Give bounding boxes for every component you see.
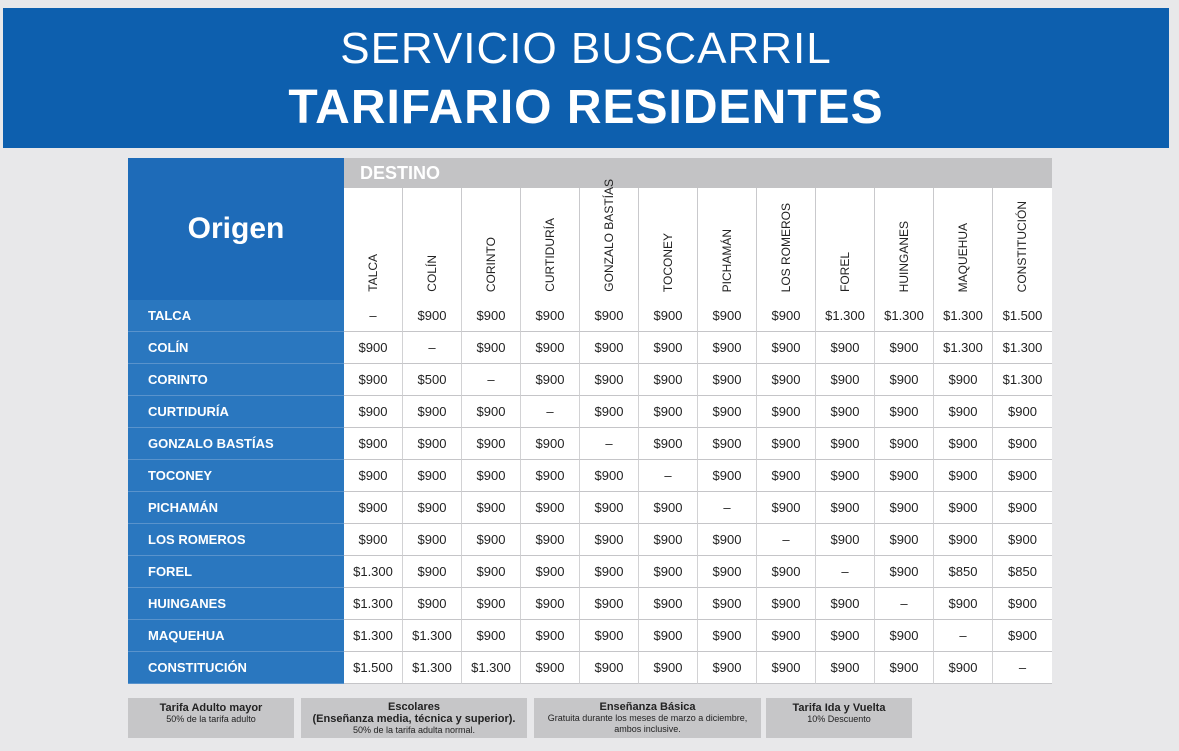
fare-cell: $900 <box>403 460 462 492</box>
fare-cell: $900 <box>875 524 934 556</box>
fare-cell: $900 <box>639 364 698 396</box>
fare-cell: $900 <box>580 396 639 428</box>
fare-cell: $900 <box>757 396 816 428</box>
fare-cell: $900 <box>521 300 580 332</box>
fare-cell: $900 <box>580 524 639 556</box>
fare-cell: $900 <box>934 460 993 492</box>
fare-cell: $900 <box>993 428 1052 460</box>
fare-cell: $900 <box>934 364 993 396</box>
fare-cell: $900 <box>993 588 1052 620</box>
column-header <box>403 188 462 300</box>
legend-subtitle: Gratuita durante los meses de marzo a diciembre, ambos inclusive. <box>547 713 748 734</box>
fare-cell: $900 <box>698 652 757 684</box>
fare-cell: $900 <box>816 364 875 396</box>
fare-cell: $900 <box>934 492 993 524</box>
column-header <box>698 188 757 300</box>
origin-label: PICHAMÁN <box>128 492 344 524</box>
legend-subtitle: 50% de la tarifa adulta normal. <box>352 725 476 735</box>
fare-cell: – <box>639 460 698 492</box>
title-line-2: TARIFARIO RESIDENTES <box>288 81 884 134</box>
fare-cell: $1.300 <box>934 300 993 332</box>
fare-cell: $900 <box>757 652 816 684</box>
fare-cell: $900 <box>757 332 816 364</box>
fare-cell: $900 <box>521 460 580 492</box>
fare-cell: $900 <box>462 428 521 460</box>
column-header <box>521 188 580 300</box>
fare-cell: $900 <box>403 428 462 460</box>
column-header-label: CONSTITUCIÓN <box>1015 200 1029 292</box>
fare-cell: $900 <box>816 492 875 524</box>
fare-cell: $900 <box>816 524 875 556</box>
legend-box-adulto-mayor <box>128 698 294 738</box>
fare-cell: $1.300 <box>344 556 403 588</box>
legend-subtitle: 50% de la tarifa adulto <box>166 714 256 724</box>
fare-cell: $900 <box>816 620 875 652</box>
fare-cell: $900 <box>698 588 757 620</box>
origin-label: MAQUEHUA <box>128 620 344 652</box>
fare-cell: $900 <box>521 428 580 460</box>
legend-box-ida-vuelta <box>766 698 912 738</box>
fare-cell: – <box>698 492 757 524</box>
column-header-label: CURTIDURÍA <box>542 218 557 292</box>
table-row <box>128 332 1052 364</box>
fare-cell: $900 <box>698 620 757 652</box>
column-header <box>934 188 993 300</box>
fare-cell: $900 <box>462 524 521 556</box>
fare-cell: $900 <box>757 588 816 620</box>
fare-cell: $900 <box>757 556 816 588</box>
fare-cell: $900 <box>934 396 993 428</box>
legend-title: Tarifa Adulto mayor <box>159 702 263 714</box>
fare-cell: $900 <box>580 300 639 332</box>
fare-cell: $900 <box>993 396 1052 428</box>
fare-cell: $900 <box>934 524 993 556</box>
fare-cell: $900 <box>403 300 462 332</box>
fare-cell: – <box>580 428 639 460</box>
fare-cell: $900 <box>639 300 698 332</box>
fare-cell: $900 <box>521 588 580 620</box>
column-header-label: FOREL <box>837 251 852 292</box>
column-header <box>993 188 1052 300</box>
fare-cell: $900 <box>816 396 875 428</box>
legend-title: Tarifa Ida y Vuelta <box>792 702 886 714</box>
origin-label: TALCA <box>128 300 344 332</box>
fare-cell: $900 <box>757 620 816 652</box>
table-row <box>128 460 1052 492</box>
fare-cell: $900 <box>639 652 698 684</box>
fare-cell: $900 <box>462 556 521 588</box>
fare-cell: $900 <box>580 588 639 620</box>
fare-cell: – <box>757 524 816 556</box>
origin-label: CONSTITUCIÓN <box>128 652 344 684</box>
fare-cell: $900 <box>698 460 757 492</box>
fare-cell: $900 <box>403 556 462 588</box>
fare-cell: $850 <box>993 556 1052 588</box>
fare-cell: $900 <box>462 620 521 652</box>
table-row <box>128 556 1052 588</box>
fare-cell: – <box>403 332 462 364</box>
fare-cell: $1.300 <box>462 652 521 684</box>
fare-cell: $900 <box>698 300 757 332</box>
fare-cell: $500 <box>403 364 462 396</box>
fare-cell: $900 <box>403 492 462 524</box>
column-header-label: GONZALO BASTÍAS <box>601 179 616 292</box>
fare-cell: $900 <box>757 460 816 492</box>
fare-cell: $900 <box>875 428 934 460</box>
fare-cell: $1.300 <box>403 652 462 684</box>
fare-cell: $900 <box>639 556 698 588</box>
fare-cell: $900 <box>521 556 580 588</box>
fare-cell: $900 <box>875 460 934 492</box>
table-row <box>128 364 1052 396</box>
fare-cell: $850 <box>934 556 993 588</box>
origin-label: HUINGANES <box>128 588 344 620</box>
fare-cell: $900 <box>993 460 1052 492</box>
fare-cell: $900 <box>816 652 875 684</box>
origin-label: LOS ROMEROS <box>128 524 344 556</box>
fare-cell: $900 <box>521 620 580 652</box>
fare-cell: $900 <box>344 396 403 428</box>
fare-cell: $900 <box>580 556 639 588</box>
fare-cell: $900 <box>875 620 934 652</box>
fare-cell: – <box>875 588 934 620</box>
destination-header: DESTINO <box>344 158 1052 188</box>
fare-cell: $900 <box>757 492 816 524</box>
origin-label: CURTIDURÍA <box>128 396 344 428</box>
legend-title: Escolares (Enseñanza media, técnica y superior). <box>312 701 516 725</box>
fare-cell: $1.300 <box>403 620 462 652</box>
origin-header: Origen <box>128 158 344 300</box>
fare-cell: $900 <box>816 588 875 620</box>
fare-cell: $900 <box>993 620 1052 652</box>
fare-cell: $900 <box>875 492 934 524</box>
fare-cell: $900 <box>639 396 698 428</box>
fare-cell: $900 <box>580 460 639 492</box>
fare-cell: $900 <box>698 428 757 460</box>
origin-label: CORINTO <box>128 364 344 396</box>
fare-cell: $900 <box>580 332 639 364</box>
fare-cell: $900 <box>698 524 757 556</box>
fare-cell: $900 <box>698 332 757 364</box>
fare-cell: $900 <box>875 332 934 364</box>
fare-cell: $900 <box>934 588 993 620</box>
fare-cell: $900 <box>816 460 875 492</box>
fare-cell: $900 <box>698 396 757 428</box>
origin-label: TOCONEY <box>128 460 344 492</box>
column-header <box>816 188 875 300</box>
fare-cell: $900 <box>521 492 580 524</box>
fare-cell: $1.500 <box>344 652 403 684</box>
fare-cell: $900 <box>462 588 521 620</box>
title-line-1: SERVICIO BUSCARRIL <box>340 24 832 73</box>
column-header <box>580 179 639 300</box>
table-row <box>128 588 1052 620</box>
table-row <box>128 492 1052 524</box>
fare-cell: – <box>816 556 875 588</box>
fare-cell: $900 <box>580 652 639 684</box>
column-header-label: COLÍN <box>424 255 439 292</box>
table-row <box>128 524 1052 556</box>
fare-cell: $900 <box>462 460 521 492</box>
fare-cell: $900 <box>462 332 521 364</box>
column-header <box>757 188 816 300</box>
fare-cell: $900 <box>934 428 993 460</box>
fare-cell: $900 <box>934 652 993 684</box>
origin-label: FOREL <box>128 556 344 588</box>
column-header-label: CORINTO <box>483 236 498 292</box>
fare-cell: $900 <box>639 428 698 460</box>
fare-cell: $900 <box>344 524 403 556</box>
origin-label: GONZALO BASTÍAS <box>128 428 344 460</box>
fare-cell: $900 <box>580 364 639 396</box>
table-row <box>128 300 1052 332</box>
fare-cell: $900 <box>344 460 403 492</box>
table-row <box>128 428 1052 460</box>
title-banner <box>3 8 1169 148</box>
column-header <box>462 188 521 300</box>
fare-cell: $900 <box>757 428 816 460</box>
fare-cell: $900 <box>993 524 1052 556</box>
fare-cell: $1.300 <box>344 620 403 652</box>
fare-cell: $900 <box>639 524 698 556</box>
fare-cell: $900 <box>521 652 580 684</box>
fare-cell: $900 <box>757 300 816 332</box>
fare-cell: – <box>344 300 403 332</box>
fare-cell: $900 <box>993 492 1052 524</box>
fare-cell: $900 <box>521 332 580 364</box>
column-header-label: MAQUEHUA <box>955 222 970 292</box>
legend-box-ensenanza-basica <box>534 698 761 738</box>
fare-cell: $900 <box>462 492 521 524</box>
fare-cell: $900 <box>580 620 639 652</box>
fare-cell: $900 <box>403 396 462 428</box>
fare-cell: $900 <box>639 332 698 364</box>
table-body <box>128 300 1052 684</box>
fare-cell: $1.300 <box>816 300 875 332</box>
fare-cell: $900 <box>521 524 580 556</box>
fare-cell: $900 <box>344 492 403 524</box>
fare-cell: – <box>521 396 580 428</box>
legend-title: Enseñanza Básica <box>599 701 696 713</box>
fare-cell: $1.300 <box>993 332 1052 364</box>
fare-cell: $900 <box>344 364 403 396</box>
fare-cell: $900 <box>403 588 462 620</box>
column-header-label: TALCA <box>365 254 380 292</box>
fare-cell: $900 <box>698 556 757 588</box>
fare-cell: $900 <box>344 332 403 364</box>
column-header <box>875 188 934 300</box>
fare-cell: $900 <box>462 396 521 428</box>
fare-cell: $900 <box>875 396 934 428</box>
column-header <box>344 188 403 300</box>
fare-cell: $900 <box>875 556 934 588</box>
table-row <box>128 652 1052 684</box>
fare-cell: $900 <box>639 588 698 620</box>
fare-cell: $900 <box>521 364 580 396</box>
fare-cell: $900 <box>580 492 639 524</box>
fare-cell: – <box>462 364 521 396</box>
fare-cell: $900 <box>639 620 698 652</box>
fare-cell: $900 <box>816 332 875 364</box>
fare-cell: $900 <box>462 300 521 332</box>
fare-cell: $900 <box>344 428 403 460</box>
fare-cell: $1.300 <box>875 300 934 332</box>
fare-cell: $1.300 <box>934 332 993 364</box>
fare-cell: – <box>993 652 1052 684</box>
column-header-label: TOCONEY <box>660 232 675 292</box>
fare-cell: – <box>934 620 993 652</box>
destination-columns <box>344 179 1052 300</box>
fare-cell: $900 <box>816 428 875 460</box>
fare-cell: $1.500 <box>993 300 1052 332</box>
column-header <box>639 188 698 300</box>
origin-label: COLÍN <box>128 332 344 364</box>
fare-cell: $1.300 <box>344 588 403 620</box>
table-row <box>128 620 1052 652</box>
column-header-label: LOS ROMEROS <box>778 202 793 292</box>
fare-cell: $900 <box>875 652 934 684</box>
fare-cell: $900 <box>757 364 816 396</box>
fare-cell: $1.300 <box>993 364 1052 396</box>
fare-cell: $900 <box>698 364 757 396</box>
legend-box-escolares <box>301 698 527 738</box>
column-header-label: PICHAMÁN <box>719 228 734 292</box>
fare-cell: $900 <box>875 364 934 396</box>
table-row <box>128 396 1052 428</box>
fare-cell: $900 <box>403 524 462 556</box>
fare-cell: $900 <box>639 492 698 524</box>
legend-subtitle: 10% Descuento <box>807 714 871 724</box>
column-header-label: HUINGANES <box>896 220 911 292</box>
